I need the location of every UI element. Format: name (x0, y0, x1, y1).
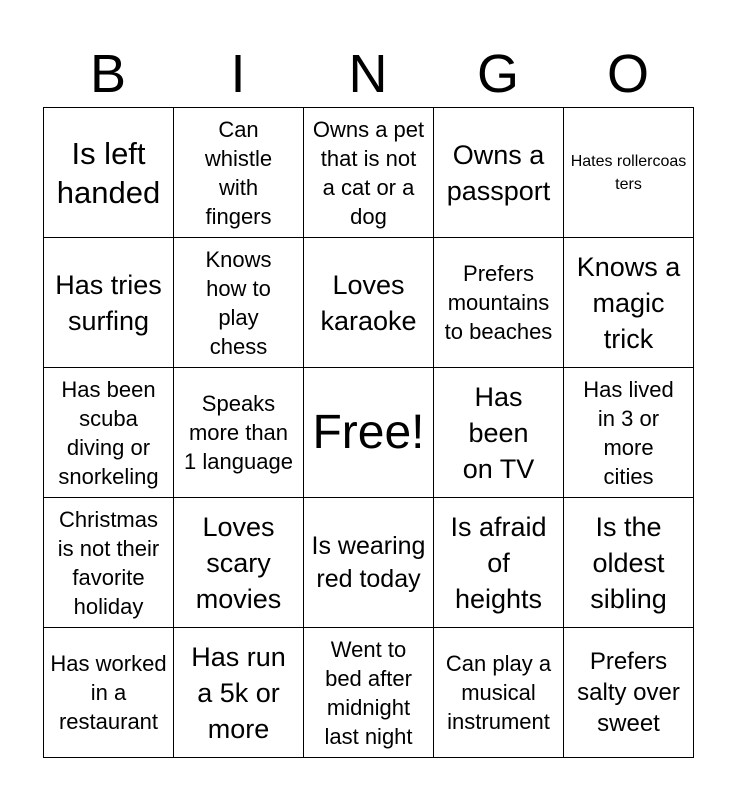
cell-text: Hates rollercoasters (570, 152, 687, 193)
bingo-cell[interactable] (44, 238, 174, 368)
bingo-board (43, 107, 694, 758)
header-letter-i: I (230, 44, 246, 104)
bingo-cell[interactable] (304, 628, 434, 758)
cell-text: Speaks more than 1 language (184, 391, 293, 474)
cell-text: Free! (312, 405, 425, 459)
bingo-cell[interactable] (434, 368, 564, 498)
cell-text: Is left handed (56, 135, 161, 210)
cell-text: Is wearing red today (311, 531, 426, 593)
cell-text: Can whistle with fingers (204, 116, 273, 229)
cell-text: Prefers mountains to beaches (444, 261, 553, 344)
free-space[interactable] (304, 368, 434, 498)
header-letter-b: B (89, 44, 127, 104)
cell-text: Prefers salty over sweet (577, 648, 680, 737)
bingo-cell[interactable] (44, 108, 174, 238)
bingo-cell[interactable] (174, 498, 304, 628)
bingo-cell[interactable] (564, 108, 694, 238)
bingo-cell[interactable] (174, 108, 304, 238)
bingo-cell[interactable] (174, 238, 304, 368)
cell-text: Has lived in 3 or more cities (583, 376, 674, 489)
bingo-cell[interactable] (564, 628, 694, 758)
cell-text: Has been scuba diving or snorkeling (58, 376, 159, 489)
cell-text: Loves scary movies (195, 511, 282, 614)
bingo-cell[interactable] (44, 628, 174, 758)
cell-text: Has run a 5k or more (191, 641, 286, 744)
bingo-cell[interactable] (434, 628, 564, 758)
cell-text: Is afraid of heights (450, 511, 547, 614)
cell-text: Knows a magic trick (576, 251, 681, 354)
cell-text: Can play a musical instrument (445, 651, 552, 734)
cell-text: Knows how to play chess (205, 246, 272, 359)
header-letter-n: N (348, 44, 388, 104)
cell-text: Owns a pet that is not a cat or a dog (312, 116, 425, 229)
bingo-cell[interactable] (564, 498, 694, 628)
bingo-cell[interactable] (434, 238, 564, 368)
bingo-cell[interactable] (304, 498, 434, 628)
cell-text: Has tries surfing (55, 269, 162, 336)
bingo-cell[interactable] (174, 628, 304, 758)
cell-text: Loves karaoke (320, 269, 417, 336)
bingo-cell[interactable] (564, 368, 694, 498)
bingo-cell[interactable] (564, 238, 694, 368)
cell-text: Is the oldest sibling (590, 511, 667, 614)
cell-text: Has been on TV (462, 381, 535, 484)
bingo-cell[interactable] (304, 108, 434, 238)
bingo-cell[interactable] (44, 498, 174, 628)
cell-text: Christmas is not their favorite holiday (57, 506, 160, 619)
bingo-cell[interactable] (434, 498, 564, 628)
cell-text: Owns a passport (446, 139, 551, 206)
bingo-cell[interactable] (174, 368, 304, 498)
header-letter-o: O (606, 44, 649, 104)
bingo-header (43, 40, 693, 108)
bingo-cell[interactable] (434, 108, 564, 238)
bingo-cell[interactable] (304, 238, 434, 368)
bingo-cell[interactable] (44, 368, 174, 498)
cell-text: Went to bed after midnight last night (324, 636, 413, 749)
cell-text: Has worked in a restaurant (50, 651, 167, 734)
header-letter-g: G (476, 44, 519, 104)
